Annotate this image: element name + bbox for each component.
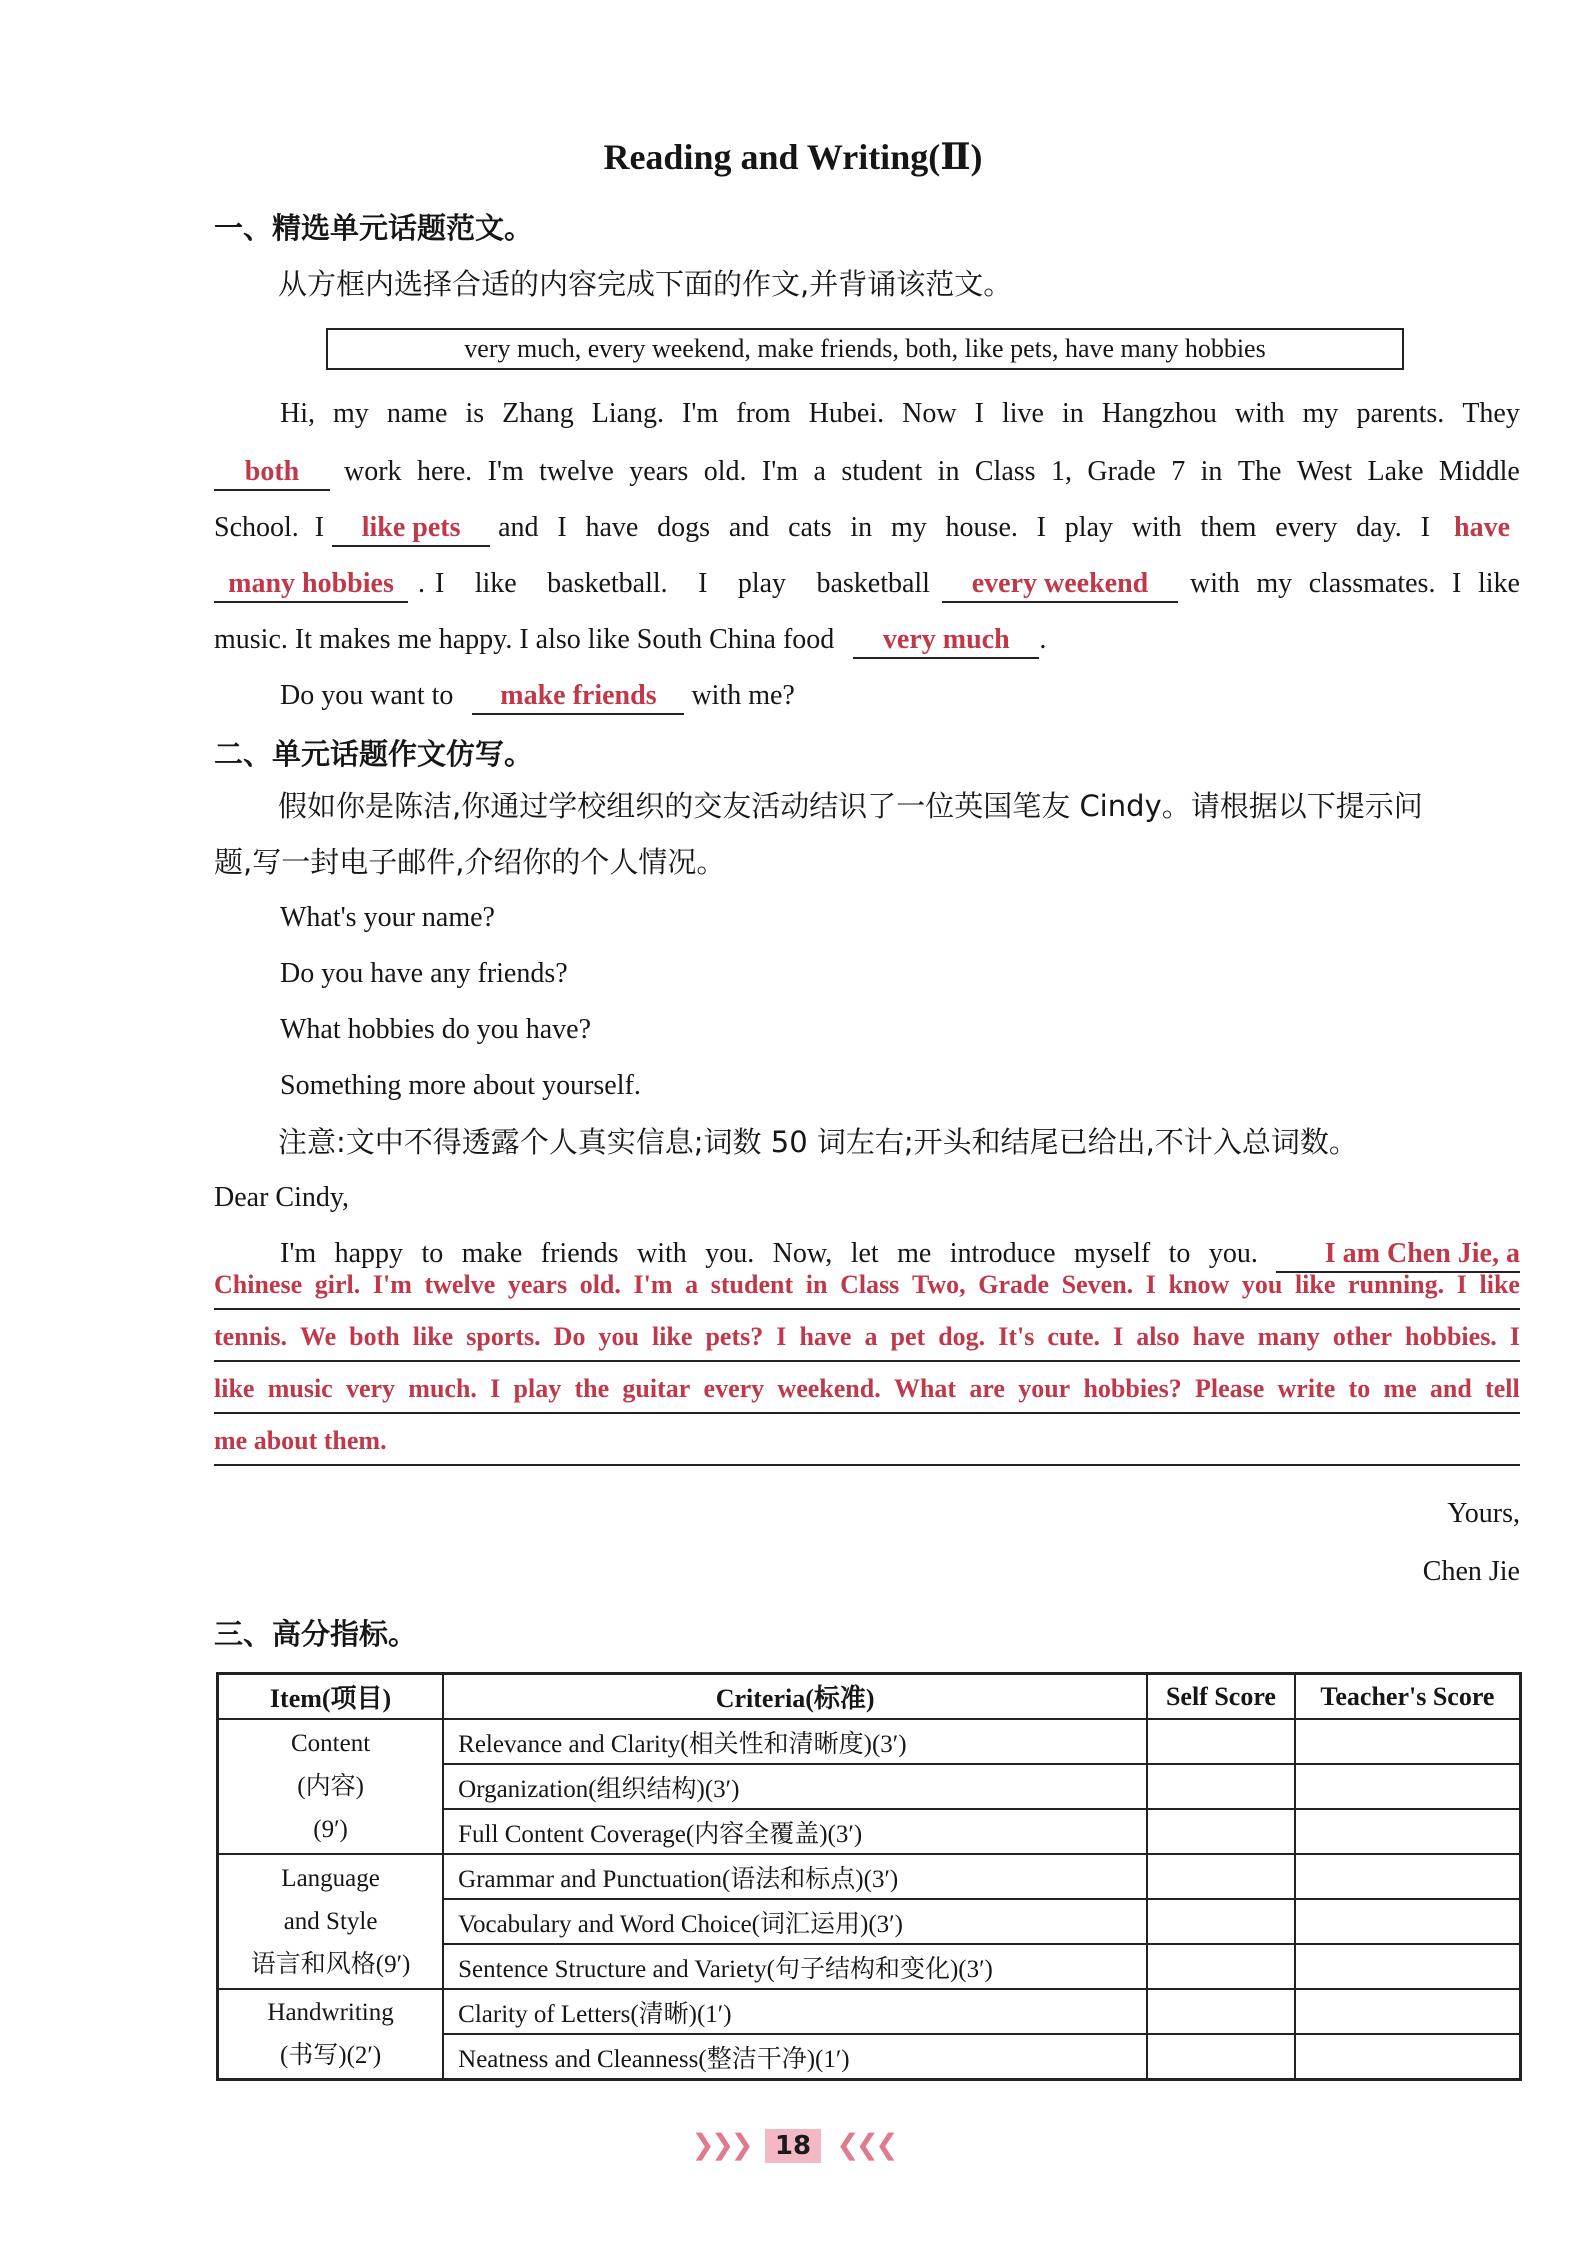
word: twelve [539,456,614,487]
page-footer [0,2128,1586,2163]
teacher-score-cell[interactable] [1295,1809,1521,1854]
word: I [435,568,445,599]
section2-heading: 二、单元话题作文仿写。 [214,737,534,771]
word: have [1192,1322,1245,1351]
word: me [1383,1374,1417,1403]
word: happy [334,1238,404,1269]
word: and [728,512,770,543]
word: I'm [280,1238,317,1269]
self-score-cell[interactable] [1147,1719,1295,1764]
word: with [1234,398,1285,429]
word: I [557,512,567,543]
word: twelve [424,1270,496,1299]
rubric-item-language-style: Language and Style 语言和风格(9′) [218,1854,444,1989]
self-score-cell[interactable] [1147,1899,1295,1944]
teacher-score-cell[interactable] [1295,1764,1521,1809]
word: every [703,1374,765,1403]
prompt-question: Something more about yourself. [280,1070,641,1101]
word: Seven. [1061,1270,1134,1299]
word: I'm [372,1270,412,1299]
passage-line-2 [214,452,1520,492]
page-title: Reading and Writing(Ⅱ) [603,137,983,177]
word: me [897,1238,932,1269]
word: my [1256,568,1293,599]
word: Middle [1438,456,1520,487]
word: Please [1194,1374,1265,1403]
word: I [1456,1270,1467,1299]
word: very [345,1374,396,1403]
word: every [1275,512,1338,543]
answer-blank-1: both [214,455,330,491]
self-score-cell[interactable] [1147,1764,1295,1809]
word: parents. [1356,398,1445,429]
word: 1, [1050,456,1072,487]
self-score-cell[interactable] [1147,1989,1295,2034]
word: to [1168,1238,1191,1269]
rubric-criterion: Vocabulary and Word Choice(词汇运用)(3′) [443,1899,1147,1944]
word: make [461,1238,523,1269]
word: have [585,512,639,543]
writing-note: 注意:文中不得透露个人真实信息;词数 50 词左右;开头和结尾已给出,不计入总词数。 [278,1125,1358,1159]
word: I'm [487,456,524,487]
word: in [805,1270,828,1299]
word: years [507,1270,568,1299]
word: in [937,456,960,487]
word: It's [998,1322,1035,1351]
word: are [969,1374,1005,1403]
word: cute. [1047,1322,1101,1351]
chevron-left-icon: ❮❮❮ [836,2128,895,2161]
rubric-criterion: Organization(组织结构)(3′) [443,1764,1147,1809]
word: I [490,1374,501,1403]
word: a [864,1322,878,1351]
word: to [1348,1374,1371,1403]
word: a [813,456,826,487]
word: is [465,398,485,429]
rubric-criterion: Grammar and Punctuation(语法和标点)(3′) [443,1854,1147,1899]
self-score-cell[interactable] [1147,1854,1295,1899]
rubric-row [218,1719,1521,1764]
word: myself [1073,1238,1151,1269]
word: here. [416,456,473,487]
scoring-rubric-table [216,1672,1522,2081]
word: years [629,456,689,487]
word: day. [1356,512,1402,543]
word: I [1452,568,1462,599]
word: you. [1208,1238,1258,1269]
word: music [267,1374,333,1403]
word: many [1257,1322,1320,1351]
essay-answer-end: me about them. [214,1426,387,1455]
word: in [1200,456,1223,487]
word: classmates. [1308,568,1436,599]
answer-blank-3b: many hobbies [214,567,408,603]
passage-line-3 [214,508,1520,548]
word: Lake [1367,456,1424,487]
teacher-score-cell[interactable] [1295,1944,1521,1989]
word: I [974,398,984,429]
word: cats [788,512,832,543]
teacher-score-cell[interactable] [1295,2034,1521,2080]
answer-blank-4: every weekend [942,567,1178,603]
word: Class [840,1270,900,1299]
word: name [386,398,448,429]
word: to [421,1238,444,1269]
letter-greeting: Dear Cindy, [214,1182,350,1213]
rubric-criterion: Sentence Structure and Variety(句子结构和变化)(3′) [443,1944,1147,1989]
word: Grade [978,1270,1050,1299]
essay-answer-line [214,1262,1520,1310]
word: student [841,456,923,487]
word: you [1241,1270,1283,1299]
teacher-score-cell[interactable] [1295,1989,1521,2034]
word: like [1294,1270,1336,1299]
word: Hangzhou [1101,398,1217,429]
rubric-header-teacher-score: Teacher's Score [1295,1674,1521,1720]
passage-line-2-words [344,452,1520,492]
word: my [1302,398,1339,429]
word: Zhang [502,398,574,429]
letter-signature: Chen Jie [1422,1556,1520,1587]
word: What [893,1374,957,1403]
passage-line-5-text: music. It makes me happy. I also like South China food [214,624,835,655]
word: West [1296,456,1353,487]
word: They [1462,398,1520,429]
word: I [698,568,708,599]
rubric-header-self-score: Self Score [1147,1674,1295,1720]
word: Now, [772,1238,833,1269]
rubric-header-item: Item(项目) [218,1674,444,1720]
prompt-question: What hobbies do you have? [280,1014,592,1045]
word: also [1136,1322,1180,1351]
essay-answer-start: I am Chen Jie, a [1276,1237,1520,1273]
word: basketball [816,568,930,599]
prompt-question: Do you have any friends? [280,958,568,989]
page-number: 18 [765,2129,821,2163]
word: my [890,512,927,543]
word: house. [945,512,1018,543]
essay-answer-line [214,1314,1520,1362]
word: basketball. [547,568,668,599]
word: We [300,1322,337,1351]
word: running. [1348,1270,1445,1299]
word: them [1200,512,1257,543]
word: tell [1485,1374,1520,1403]
self-score-cell[interactable] [1147,1809,1295,1854]
word: I'm [682,398,719,429]
word: sports. [466,1322,541,1351]
word: hobbies. [1405,1322,1497,1351]
word: The [1237,456,1282,487]
essay-answer-line-last [214,1418,1520,1466]
word: weekend. [777,1374,881,1403]
passage-line-3-end [498,508,1430,548]
word: play [1064,512,1114,543]
word: in [1061,398,1084,429]
word: old. [579,1270,621,1299]
section1-heading: 一、精选单元话题范文。 [214,211,534,245]
word: Class [974,456,1036,487]
word: I'm [633,1270,673,1299]
word: with [1131,512,1182,543]
word: Chinese [214,1270,303,1299]
word: write [1277,1374,1336,1403]
word: old. [703,456,747,487]
word: pet [890,1322,926,1351]
word: pets? [705,1322,764,1351]
word: introduce [949,1238,1056,1269]
word: and [498,512,539,543]
rubric-criterion: Relevance and Clarity(相关性和清晰度)(3′) [443,1719,1147,1764]
word: 7 [1171,456,1186,487]
answer-blank-3a: have [1454,512,1510,543]
word: both [349,1322,400,1351]
section3-heading: 三、高分指标。 [214,1617,418,1651]
word: a [685,1270,699,1299]
word: Now [902,398,957,429]
word: in [850,512,873,543]
word: guitar [622,1374,691,1403]
teacher-score-cell[interactable] [1295,1899,1521,1944]
word: Do [553,1322,586,1351]
teacher-score-cell[interactable] [1295,1719,1521,1764]
word: hobbies? [1083,1374,1182,1403]
word: you. [705,1238,755,1269]
word: I [1036,512,1046,543]
passage-line-4-start [435,564,930,604]
word: the [574,1374,610,1403]
word: tennis. [214,1322,287,1351]
word: play [737,568,787,599]
word: like [412,1322,454,1351]
letter-closing: Yours, [1447,1498,1520,1529]
passage-line-3-start [214,508,324,548]
word: have [799,1322,852,1351]
self-score-cell[interactable] [1147,2034,1295,2080]
word: let [850,1238,879,1269]
word: Liang. [591,398,665,429]
passage-line-1 [280,394,1520,434]
word: like [1477,568,1520,599]
section1-instruction: 从方框内选择合适的内容完成下面的作文,并背诵该范文。 [278,267,1013,301]
word: dog. [938,1322,986,1351]
rubric-header-criteria: Criteria(标准) [443,1674,1147,1720]
word: like [651,1322,693,1351]
word: like [214,1374,255,1403]
word: know [1168,1270,1230,1299]
passage-line-4: many hobbies . I like basketball. I play basketball every weekend with my classmates. I like [214,564,1520,604]
word: I [1113,1322,1124,1351]
teacher-score-cell[interactable] [1295,1854,1521,1899]
word: work [344,456,402,487]
prompt-question: What's your name? [280,902,495,933]
answer-blank-2: like pets [332,511,490,547]
passage-line-6-end: with me? [691,680,795,711]
word: your [1018,1374,1071,1403]
word: friends [540,1238,619,1269]
word: with [1190,568,1240,599]
word: from [736,398,791,429]
answer-blank-5: very much [853,623,1039,659]
word: with [636,1238,687,1269]
passage-line-6 [280,676,795,716]
word: and [1429,1374,1472,1403]
essay-answer-line [214,1366,1520,1414]
word: other [1332,1322,1393,1351]
rubric-criterion: Full Content Coverage(内容全覆盖)(3′) [443,1809,1147,1854]
word: I [1509,1322,1520,1351]
word: dogs [657,512,711,543]
rubric-criterion: Neatness and Cleanness(整洁干净)(1′) [443,2034,1147,2080]
answer-blank-6: make friends [472,679,684,715]
word-bank-box: very much, every weekend, make friends, both, like pets, have many hobbies [326,328,1404,370]
rubric-row [218,1854,1521,1899]
word: School. [214,512,299,543]
word: Two, [911,1270,966,1299]
word: I [1420,512,1430,543]
word: student [710,1270,794,1299]
word: Hi, [280,398,315,429]
rubric-item-content: Content (内容) (9′) [218,1719,444,1854]
passage-line-5: music. It makes me happy. I also like South China food very much . [214,620,1046,660]
rubric-criterion: Clarity of Letters(清晰)(1′) [443,1989,1147,2034]
word: I [314,512,325,543]
word: play [513,1374,562,1403]
word: much. [408,1374,477,1403]
word: like [474,568,517,599]
self-score-cell[interactable] [1147,1944,1295,1989]
word: I [1145,1270,1156,1299]
rubric-header-row [218,1674,1521,1720]
word: my [333,398,369,429]
section2-prompt-line-1: 假如你是陈洁,你通过学校组织的交友活动结识了一位英国笔友 Cindy。请根据以下提示问 [278,789,1423,823]
section2-prompt-line-2: 题,写一封电子邮件,介绍你的个人情况。 [214,845,726,879]
word: Hubei. [808,398,885,429]
passage-line-4-end [1190,564,1520,604]
word: you [598,1322,639,1351]
passage-line-6-start: Do you want to [280,680,454,711]
word: live [1001,398,1044,429]
word: I [776,1322,787,1351]
chevron-right-icon: ❯❯❯ [691,2128,750,2161]
rubric-item-handwriting: Handwriting (书写)(2′) [218,1989,444,2080]
rubric-row [218,1989,1521,2034]
word: I'm [761,456,799,487]
word: Grade [1087,456,1156,487]
word: girl. [314,1270,361,1299]
word: like [1479,1270,1520,1299]
